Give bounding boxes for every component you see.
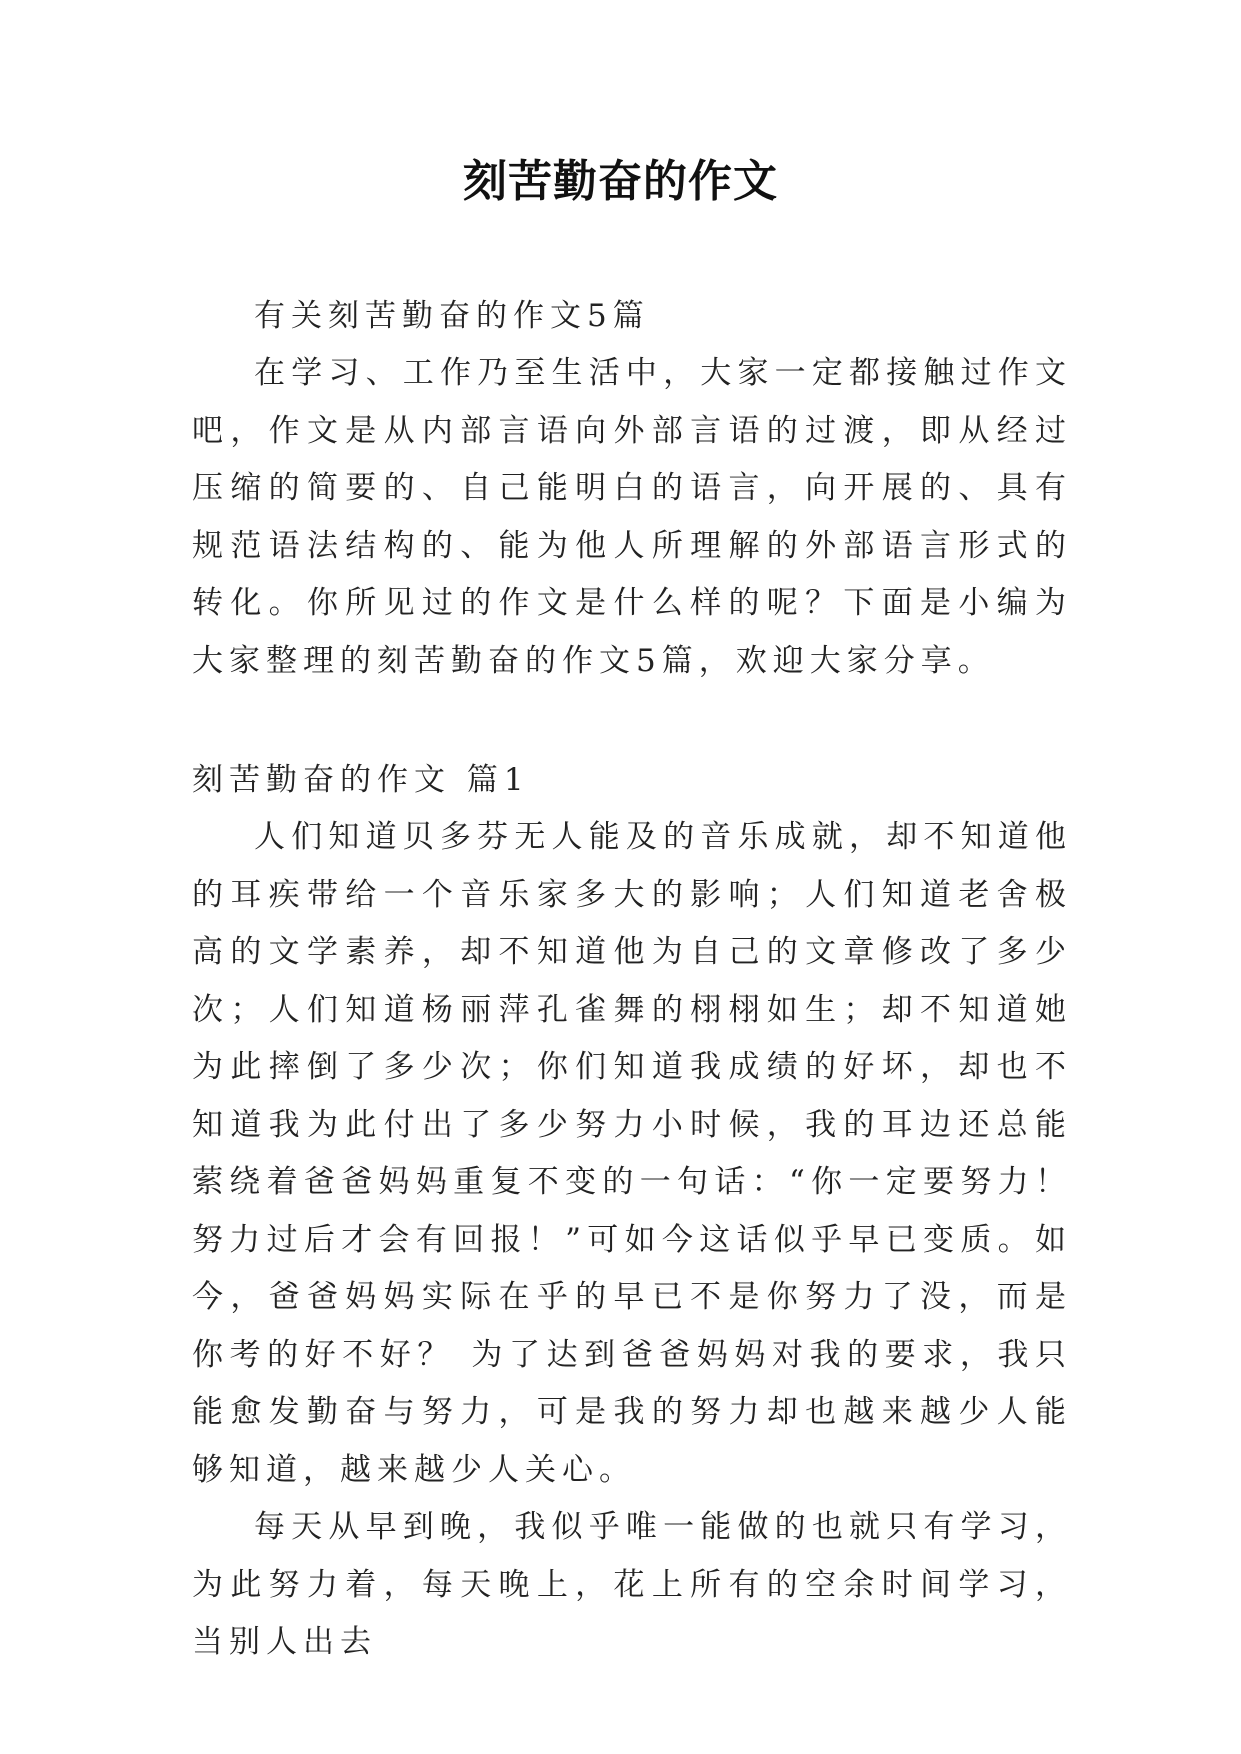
essay-body — [192, 809, 1072, 1672]
essay-paragraph-2: 每天从早到晚，我似乎唯一能做的也就只有学习，为此努力着，每天晚上，花上所有的空余时间学习，当别人出去 — [192, 1509, 1072, 1660]
intro-block — [192, 345, 1072, 690]
essay-paragraph-1: 人们知道贝多芬无人能及的音乐成就，却不知道他的耳疾带给一个音乐家多大的影响；人们知道老舍极高的文学素养，却不知道他为自己的文章修改了多少次；人们知道杨丽萍孔雀舞的栩栩如生；却不知道她为此摔倒了多少次；你们知道我成绩的好坏，却也不知道我为此付出了多少努力小时候，我的耳边还总能萦绕着爸爸妈妈重复不变的一句话：“你一定要努力！努力过后才会有回报！”可如今这话似乎早已变质。如今，爸爸妈妈实际在乎的早已不是你努力了没，而是你考的好不好？ 为了达到爸爸妈妈对我的要求，我只能愈发勤奋与努力，可是我的努力却也越来越少人能够知道，越来越少人关心。 — [192, 819, 1072, 1488]
intro-paragraph: 在学习、工作乃至生活中，大家一定都接触过作文吧，作文是从内部言语向外部言语的过渡，即从经过压缩的简要的、自己能明白的语言，向开展的、具有规范语法结构的、能为他人所理解的外部语言形式的转化。你所见过的作文是什么样的呢？下面是小编为大家整理的刻苦勤奋的作文5篇，欢迎大家分享。 — [192, 355, 1072, 679]
document-subtitle: 有关刻苦勤奋的作文5篇 — [254, 298, 650, 334]
section-heading: 刻苦勤奋的作文 篇1 — [192, 762, 530, 798]
document-title: 刻苦勤奋的作文 — [463, 156, 778, 207]
